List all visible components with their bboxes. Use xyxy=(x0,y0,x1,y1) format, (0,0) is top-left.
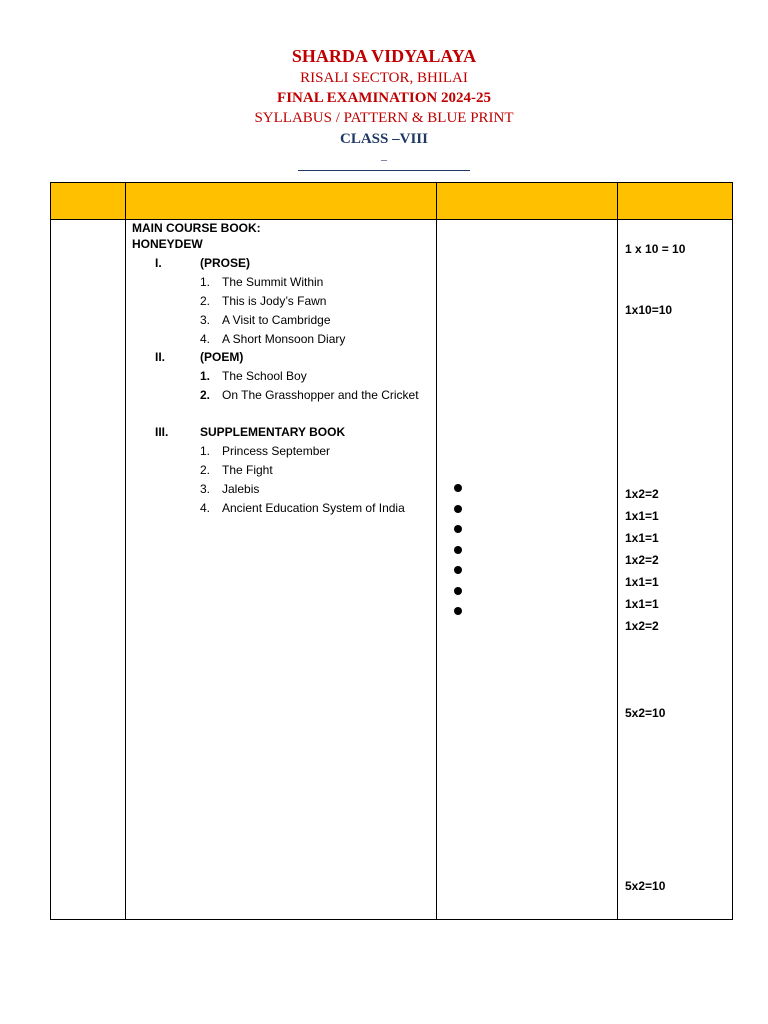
marks-value: 5x2=10 xyxy=(625,879,666,893)
main-course-label: MAIN COURSE BOOK: xyxy=(132,221,261,235)
list-item: Ancient Education System of India xyxy=(222,501,405,515)
bullet-icon xyxy=(454,484,462,492)
list-item-number: 3. xyxy=(200,313,211,327)
exam-title: FINAL EXAMINATION 2024-25 xyxy=(277,90,491,106)
marks-value: 1x2=2 xyxy=(625,487,659,501)
syllabus-title: SYLLABUS / PATTERN & BLUE PRINT xyxy=(254,110,514,126)
class-dash: – xyxy=(381,152,387,166)
section-numeral: I. xyxy=(155,256,162,270)
list-item: On The Grasshopper and the Cricket xyxy=(222,388,419,402)
column-divider-1 xyxy=(125,182,126,920)
section-title-prose: (PROSE) xyxy=(200,256,251,270)
class-title: CLASS –VIII xyxy=(340,131,428,147)
marks-value: 1 x 10 = 10 xyxy=(625,242,686,256)
school-location: RISALI SECTOR, BHILAI xyxy=(300,70,468,86)
table-border-bottom xyxy=(50,919,733,920)
list-item-number: 3. xyxy=(200,482,211,496)
section-title-poem: (POEM) xyxy=(200,350,244,364)
bullet-icon xyxy=(454,546,462,554)
table-border-top xyxy=(50,182,733,183)
marks-value: 1x2=2 xyxy=(625,553,659,567)
marks-value: 1x1=1 xyxy=(625,531,659,545)
bullet-icon xyxy=(454,525,462,533)
list-item: A Visit to Cambridge xyxy=(222,313,331,327)
list-item-number: 4. xyxy=(200,332,211,346)
list-item-number: 4. xyxy=(200,501,211,515)
bullet-icon xyxy=(454,505,462,513)
list-item-number: 2. xyxy=(200,294,211,308)
book-name: HONEYDEW xyxy=(132,237,203,251)
marks-value: 1x10=10 xyxy=(625,303,673,317)
column-divider-2 xyxy=(436,182,437,920)
table-header-row xyxy=(50,182,733,219)
header-underline xyxy=(298,170,470,171)
list-item: The School Boy xyxy=(222,369,307,383)
column-divider-3 xyxy=(617,182,618,920)
table-border-left xyxy=(50,182,51,920)
list-item-number: 1. xyxy=(200,369,211,383)
marks-value: 1x1=1 xyxy=(625,575,659,589)
marks-value: 1x2=2 xyxy=(625,619,659,633)
table-border-right xyxy=(732,182,733,920)
marks-value: 5x2=10 xyxy=(625,706,666,720)
marks-value: 1x1=1 xyxy=(625,509,659,523)
bullet-icon xyxy=(454,587,462,595)
list-item: A Short Monsoon Diary xyxy=(222,332,346,346)
section-numeral: III. xyxy=(155,425,169,439)
school-name: SHARDA VIDYALAYA xyxy=(291,46,477,66)
section-title-supplementary: SUPPLEMENTARY BOOK xyxy=(200,425,346,439)
list-item-number: 1. xyxy=(200,275,211,289)
list-item-number: 2. xyxy=(200,388,211,402)
bullet-icon xyxy=(454,566,462,574)
list-item: Princess September xyxy=(222,444,331,458)
list-item: This is Jody’s Fawn xyxy=(222,294,327,308)
marks-value: 1x1=1 xyxy=(625,597,659,611)
list-item-number: 2. xyxy=(200,463,211,477)
section-numeral: II. xyxy=(155,350,166,364)
list-item: Jalebis xyxy=(222,482,260,496)
list-item: The Fight xyxy=(222,463,273,477)
list-item-number: 1. xyxy=(200,444,211,458)
list-item: The Summit Within xyxy=(222,275,324,289)
bullet-icon xyxy=(454,607,462,615)
